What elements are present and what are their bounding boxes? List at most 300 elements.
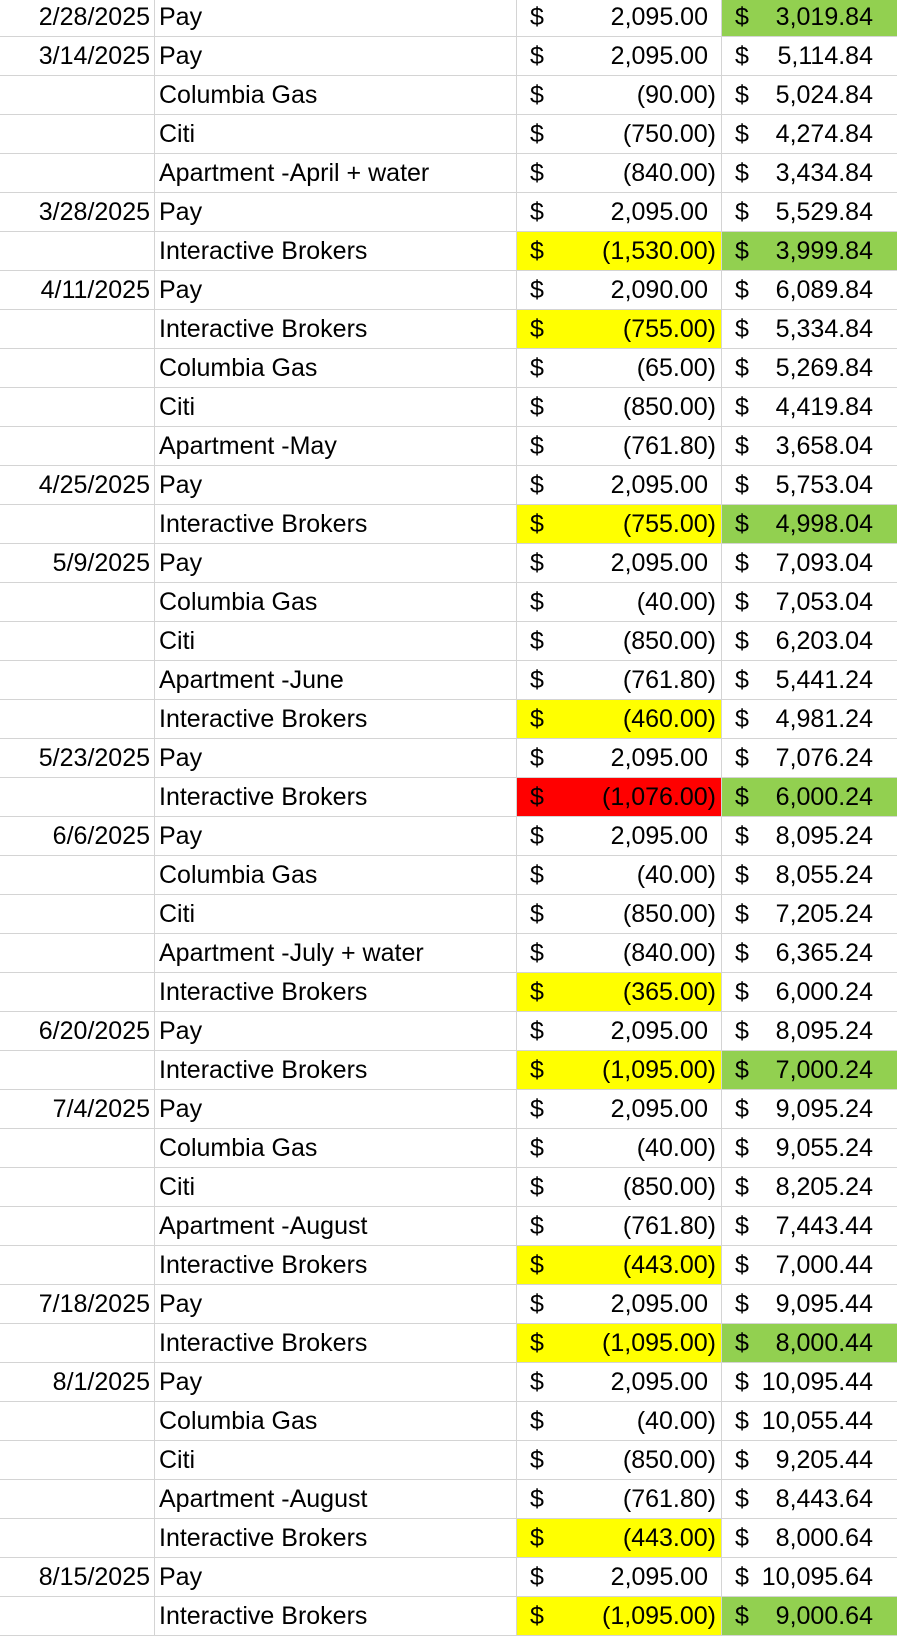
amount-value: (90.00) — [636, 81, 716, 109]
amount-value: (850.00) — [622, 1446, 716, 1474]
description-cell[interactable] — [155, 739, 517, 777]
currency-symbol: $ — [530, 471, 544, 499]
balance-cell[interactable] — [722, 115, 897, 153]
amount-value: 2,095.00 — [610, 744, 708, 772]
description-text: Apartment -April + water — [159, 159, 430, 187]
amount-cell[interactable] — [517, 466, 722, 504]
balance-cell[interactable] — [722, 1441, 897, 1479]
balance-value: 4,998.04 — [775, 510, 873, 538]
description-text: Apartment -June — [159, 666, 344, 694]
date-cell[interactable] — [0, 115, 155, 153]
balance-value: 5,441.24 — [775, 666, 873, 694]
date-cell[interactable] — [0, 1207, 155, 1245]
amount-cell[interactable] — [517, 1363, 722, 1401]
date-text: 6/20/2025 — [38, 1017, 150, 1045]
description-cell[interactable] — [155, 1324, 517, 1362]
description-cell[interactable] — [155, 700, 517, 738]
balance-value: 8,443.64 — [775, 1485, 873, 1513]
date-cell[interactable] — [0, 37, 155, 75]
table-row — [0, 700, 897, 739]
table-row — [0, 427, 897, 466]
currency-symbol: $ — [530, 1212, 544, 1240]
date-text: 3/14/2025 — [38, 42, 150, 70]
amount-cell[interactable] — [517, 1129, 722, 1167]
table-row — [0, 466, 897, 505]
table-row — [0, 310, 897, 349]
table-row — [0, 1480, 897, 1519]
currency-symbol: $ — [530, 3, 544, 31]
description-cell[interactable] — [155, 583, 517, 621]
amount-cell[interactable] — [517, 1168, 722, 1206]
description-cell[interactable] — [155, 310, 517, 348]
description-text: Interactive Brokers — [159, 783, 368, 811]
amount-cell[interactable] — [517, 817, 722, 855]
description-text: Apartment -August — [159, 1485, 368, 1513]
amount-cell[interactable] — [517, 544, 722, 582]
amount-cell[interactable] — [517, 1246, 722, 1284]
currency-symbol: $ — [735, 744, 749, 772]
balance-value: 7,205.24 — [775, 900, 873, 928]
amount-cell[interactable] — [517, 271, 722, 309]
table-row — [0, 37, 897, 76]
currency-symbol: $ — [735, 783, 749, 811]
description-text: Citi — [159, 120, 196, 148]
balance-cell[interactable] — [722, 1402, 897, 1440]
balance-value: 10,055.44 — [761, 1407, 873, 1435]
amount-value: 2,095.00 — [610, 42, 708, 70]
description-cell[interactable] — [155, 0, 517, 36]
date-cell[interactable] — [0, 1324, 155, 1362]
balance-cell[interactable] — [722, 1324, 897, 1362]
balance-cell[interactable] — [722, 1090, 897, 1128]
amount-cell[interactable] — [517, 1441, 722, 1479]
balance-value: 3,434.84 — [775, 159, 873, 187]
date-cell[interactable] — [0, 154, 155, 192]
amount-value: (40.00) — [636, 588, 716, 616]
date-cell[interactable] — [0, 739, 155, 777]
description-cell[interactable] — [155, 1090, 517, 1128]
table-row — [0, 115, 897, 154]
amount-value: (850.00) — [622, 1173, 716, 1201]
description-cell[interactable] — [155, 388, 517, 426]
balance-cell[interactable] — [722, 583, 897, 621]
currency-symbol: $ — [735, 510, 749, 538]
amount-cell[interactable] — [517, 0, 722, 36]
amount-cell[interactable] — [517, 622, 722, 660]
balance-cell[interactable] — [722, 1012, 897, 1050]
date-cell[interactable] — [0, 1480, 155, 1518]
balance-cell[interactable] — [722, 271, 897, 309]
currency-symbol: $ — [735, 354, 749, 382]
description-text: Pay — [159, 1290, 203, 1318]
amount-cell[interactable] — [517, 427, 722, 465]
date-cell[interactable] — [0, 934, 155, 972]
amount-cell[interactable] — [517, 1090, 722, 1128]
description-cell[interactable] — [155, 271, 517, 309]
description-text: Pay — [159, 1368, 203, 1396]
amount-value: 2,095.00 — [610, 549, 708, 577]
date-text: 3/28/2025 — [38, 198, 150, 226]
description-text: Pay — [159, 1095, 203, 1123]
amount-value: (850.00) — [622, 900, 716, 928]
amount-cell[interactable] — [517, 232, 722, 270]
currency-symbol: $ — [530, 1368, 544, 1396]
date-cell[interactable] — [0, 1168, 155, 1206]
amount-cell[interactable] — [517, 1324, 722, 1362]
table-row — [0, 193, 897, 232]
date-text: 2/28/2025 — [38, 3, 150, 31]
currency-symbol: $ — [735, 861, 749, 889]
amount-cell[interactable] — [517, 1519, 722, 1557]
date-cell[interactable] — [0, 466, 155, 504]
table-row — [0, 349, 897, 388]
table-row — [0, 739, 897, 778]
description-cell[interactable] — [155, 505, 517, 543]
balance-value: 8,205.24 — [775, 1173, 873, 1201]
table-row — [0, 1402, 897, 1441]
description-text: Citi — [159, 900, 196, 928]
amount-cell[interactable] — [517, 154, 722, 192]
amount-cell[interactable] — [517, 1402, 722, 1440]
balance-cell[interactable] — [722, 232, 897, 270]
balance-cell[interactable] — [722, 934, 897, 972]
date-cell[interactable] — [0, 1051, 155, 1089]
amount-value: 2,095.00 — [610, 1017, 708, 1045]
amount-cell[interactable] — [517, 505, 722, 543]
table-row — [0, 817, 897, 856]
currency-symbol: $ — [530, 354, 544, 382]
date-cell[interactable] — [0, 1363, 155, 1401]
description-text: Interactive Brokers — [159, 315, 368, 343]
balance-value: 6,365.24 — [775, 939, 873, 967]
date-cell[interactable] — [0, 544, 155, 582]
currency-symbol: $ — [735, 1485, 749, 1513]
balance-cell[interactable] — [722, 466, 897, 504]
description-cell[interactable] — [155, 1402, 517, 1440]
amount-cell[interactable] — [517, 1207, 722, 1245]
table-row — [0, 895, 897, 934]
description-cell[interactable] — [155, 193, 517, 231]
description-cell[interactable] — [155, 115, 517, 153]
balance-cell[interactable] — [722, 1129, 897, 1167]
description-text: Interactive Brokers — [159, 1056, 368, 1084]
date-cell[interactable] — [0, 778, 155, 816]
currency-symbol: $ — [530, 1485, 544, 1513]
date-text: 6/6/2025 — [52, 822, 150, 850]
description-text: Pay — [159, 3, 203, 31]
balance-value: 6,000.24 — [775, 783, 873, 811]
amount-value: (761.80) — [622, 666, 716, 694]
date-text: 5/23/2025 — [38, 744, 150, 772]
description-text: Columbia Gas — [159, 81, 318, 109]
balance-cell[interactable] — [722, 388, 897, 426]
balance-value: 5,753.04 — [775, 471, 873, 499]
description-cell[interactable] — [155, 661, 517, 699]
amount-cell[interactable] — [517, 583, 722, 621]
description-cell[interactable] — [155, 466, 517, 504]
date-text: 8/15/2025 — [38, 1563, 150, 1591]
amount-cell[interactable] — [517, 973, 722, 1011]
currency-symbol: $ — [735, 120, 749, 148]
amount-value: (850.00) — [622, 627, 716, 655]
balance-cell[interactable] — [722, 739, 897, 777]
amount-value: 2,095.00 — [610, 1368, 708, 1396]
balance-cell[interactable] — [722, 505, 897, 543]
balance-cell[interactable] — [722, 622, 897, 660]
date-cell[interactable] — [0, 1012, 155, 1050]
date-cell[interactable] — [0, 1519, 155, 1557]
balance-cell[interactable] — [722, 661, 897, 699]
amount-value: (1,076.00) — [602, 783, 716, 811]
balance-value: 7,076.24 — [775, 744, 873, 772]
amount-cell[interactable] — [517, 895, 722, 933]
date-cell[interactable] — [0, 622, 155, 660]
date-cell[interactable] — [0, 1558, 155, 1596]
date-cell[interactable] — [0, 1129, 155, 1167]
currency-symbol: $ — [530, 1095, 544, 1123]
amount-value: (850.00) — [622, 393, 716, 421]
balance-cell[interactable] — [722, 349, 897, 387]
currency-symbol: $ — [735, 549, 749, 577]
date-cell[interactable] — [0, 817, 155, 855]
currency-symbol: $ — [530, 861, 544, 889]
description-cell[interactable] — [155, 1441, 517, 1479]
date-text: 5/9/2025 — [52, 549, 150, 577]
amount-value: (460.00) — [622, 705, 716, 733]
balance-cell[interactable] — [722, 817, 897, 855]
table-row — [0, 934, 897, 973]
description-text: Pay — [159, 744, 203, 772]
description-cell[interactable] — [155, 817, 517, 855]
amount-value: 2,095.00 — [610, 3, 708, 31]
balance-cell[interactable] — [722, 1597, 897, 1635]
description-cell[interactable] — [155, 1597, 517, 1635]
date-cell[interactable] — [0, 1597, 155, 1635]
currency-symbol: $ — [735, 237, 749, 265]
description-cell[interactable] — [155, 1012, 517, 1050]
currency-symbol: $ — [530, 783, 544, 811]
table-row — [0, 661, 897, 700]
description-cell[interactable] — [155, 973, 517, 1011]
balance-cell[interactable] — [722, 973, 897, 1011]
balance-cell[interactable] — [722, 856, 897, 894]
description-text: Interactive Brokers — [159, 1602, 368, 1630]
balance-value: 7,093.04 — [775, 549, 873, 577]
date-cell[interactable] — [0, 271, 155, 309]
description-cell[interactable] — [155, 1051, 517, 1089]
amount-cell[interactable] — [517, 193, 722, 231]
date-cell[interactable] — [0, 1285, 155, 1323]
description-cell[interactable] — [155, 1363, 517, 1401]
amount-cell[interactable] — [517, 1051, 722, 1089]
balance-cell[interactable] — [722, 0, 897, 36]
date-text: 4/11/2025 — [40, 276, 150, 304]
description-cell[interactable] — [155, 154, 517, 192]
balance-value: 7,053.04 — [775, 588, 873, 616]
date-text: 7/18/2025 — [38, 1290, 150, 1318]
description-cell[interactable] — [155, 1285, 517, 1323]
table-row — [0, 1363, 897, 1402]
amount-cell[interactable] — [517, 1597, 722, 1635]
amount-cell[interactable] — [517, 934, 722, 972]
amount-value: (40.00) — [636, 1407, 716, 1435]
description-text: Columbia Gas — [159, 1407, 318, 1435]
description-cell[interactable] — [155, 1519, 517, 1557]
date-cell[interactable] — [0, 661, 155, 699]
balance-cell[interactable] — [722, 154, 897, 192]
date-cell[interactable] — [0, 388, 155, 426]
date-cell[interactable] — [0, 856, 155, 894]
date-cell[interactable] — [0, 0, 155, 36]
description-cell[interactable] — [155, 76, 517, 114]
balance-cell[interactable] — [722, 700, 897, 738]
date-cell[interactable] — [0, 583, 155, 621]
amount-value: (40.00) — [636, 1134, 716, 1162]
date-cell[interactable] — [0, 349, 155, 387]
amount-cell[interactable] — [517, 739, 722, 777]
description-cell[interactable] — [155, 1129, 517, 1167]
currency-symbol: $ — [735, 1212, 749, 1240]
balance-cell[interactable] — [722, 1246, 897, 1284]
date-cell[interactable] — [0, 505, 155, 543]
currency-symbol: $ — [735, 1407, 749, 1435]
amount-cell[interactable] — [517, 1012, 722, 1050]
table-row — [0, 1168, 897, 1207]
date-cell[interactable] — [0, 700, 155, 738]
description-cell[interactable] — [155, 427, 517, 465]
description-cell[interactable] — [155, 856, 517, 894]
description-cell[interactable] — [155, 37, 517, 75]
description-text: Interactive Brokers — [159, 978, 368, 1006]
date-cell[interactable] — [0, 973, 155, 1011]
amount-cell[interactable] — [517, 1480, 722, 1518]
description-text: Interactive Brokers — [159, 1329, 368, 1357]
date-cell[interactable] — [0, 895, 155, 933]
currency-symbol: $ — [735, 900, 749, 928]
date-cell[interactable] — [0, 76, 155, 114]
currency-symbol: $ — [735, 588, 749, 616]
amount-cell[interactable] — [517, 37, 722, 75]
date-cell[interactable] — [0, 1246, 155, 1284]
amount-cell[interactable] — [517, 76, 722, 114]
table-row — [0, 232, 897, 271]
description-cell[interactable] — [155, 1207, 517, 1245]
amount-cell[interactable] — [517, 1285, 722, 1323]
balance-cell[interactable] — [722, 1285, 897, 1323]
currency-symbol: $ — [530, 120, 544, 148]
currency-symbol: $ — [735, 1524, 749, 1552]
balance-cell[interactable] — [722, 1519, 897, 1557]
date-cell[interactable] — [0, 427, 155, 465]
amount-value: 2,095.00 — [610, 1095, 708, 1123]
description-text: Apartment -May — [159, 432, 337, 460]
date-cell[interactable] — [0, 1090, 155, 1128]
currency-symbol: $ — [530, 1329, 544, 1357]
date-cell[interactable] — [0, 310, 155, 348]
balance-cell[interactable] — [722, 895, 897, 933]
description-text: Citi — [159, 1173, 196, 1201]
balance-cell[interactable] — [722, 427, 897, 465]
currency-symbol: $ — [735, 432, 749, 460]
currency-symbol: $ — [530, 1134, 544, 1162]
date-cell[interactable] — [0, 232, 155, 270]
amount-cell[interactable] — [517, 700, 722, 738]
currency-symbol: $ — [530, 705, 544, 733]
balance-value: 4,274.84 — [775, 120, 873, 148]
description-cell[interactable] — [155, 232, 517, 270]
amount-cell[interactable] — [517, 856, 722, 894]
amount-value: 2,095.00 — [610, 1563, 708, 1591]
currency-symbol: $ — [530, 159, 544, 187]
currency-symbol: $ — [735, 198, 749, 226]
balance-cell[interactable] — [722, 1480, 897, 1518]
amount-value: 2,095.00 — [610, 822, 708, 850]
date-cell[interactable] — [0, 1402, 155, 1440]
balance-value: 9,095.24 — [775, 1095, 873, 1123]
currency-symbol: $ — [735, 705, 749, 733]
description-cell[interactable] — [155, 349, 517, 387]
description-cell[interactable] — [155, 1168, 517, 1206]
balance-value: 4,419.84 — [775, 393, 873, 421]
description-cell[interactable] — [155, 1246, 517, 1284]
description-cell[interactable] — [155, 622, 517, 660]
balance-value: 7,000.24 — [775, 1056, 873, 1084]
amount-cell[interactable] — [517, 778, 722, 816]
balance-cell[interactable] — [722, 1558, 897, 1596]
balance-value: 7,000.44 — [775, 1251, 873, 1279]
amount-cell[interactable] — [517, 310, 722, 348]
balance-cell[interactable] — [722, 76, 897, 114]
table-row — [0, 1597, 897, 1636]
currency-symbol: $ — [530, 432, 544, 460]
balance-cell[interactable] — [722, 1051, 897, 1089]
date-cell[interactable] — [0, 193, 155, 231]
balance-value: 8,055.24 — [775, 861, 873, 889]
amount-value: (840.00) — [622, 159, 716, 187]
description-cell[interactable] — [155, 1480, 517, 1518]
amount-cell[interactable] — [517, 1558, 722, 1596]
balance-cell[interactable] — [722, 1168, 897, 1206]
description-cell[interactable] — [155, 1558, 517, 1596]
amount-value: (761.80) — [622, 1485, 716, 1513]
balance-cell[interactable] — [722, 310, 897, 348]
description-cell[interactable] — [155, 934, 517, 972]
table-row — [0, 778, 897, 817]
amount-cell[interactable] — [517, 115, 722, 153]
description-cell[interactable] — [155, 778, 517, 816]
balance-cell[interactable] — [722, 778, 897, 816]
amount-value: (65.00) — [636, 354, 716, 382]
balance-cell[interactable] — [722, 1207, 897, 1245]
balance-cell[interactable] — [722, 193, 897, 231]
balance-cell[interactable] — [722, 544, 897, 582]
balance-cell[interactable] — [722, 37, 897, 75]
amount-cell[interactable] — [517, 661, 722, 699]
amount-cell[interactable] — [517, 349, 722, 387]
description-cell[interactable] — [155, 544, 517, 582]
currency-symbol: $ — [530, 393, 544, 421]
balance-value: 5,529.84 — [775, 198, 873, 226]
balance-cell[interactable] — [722, 1363, 897, 1401]
table-row — [0, 505, 897, 544]
date-cell[interactable] — [0, 1441, 155, 1479]
description-cell[interactable] — [155, 895, 517, 933]
date-text: 8/1/2025 — [52, 1368, 150, 1396]
balance-value: 8,000.44 — [775, 1329, 873, 1357]
amount-cell[interactable] — [517, 388, 722, 426]
currency-symbol: $ — [735, 1563, 749, 1591]
balance-value: 8,095.24 — [775, 822, 873, 850]
